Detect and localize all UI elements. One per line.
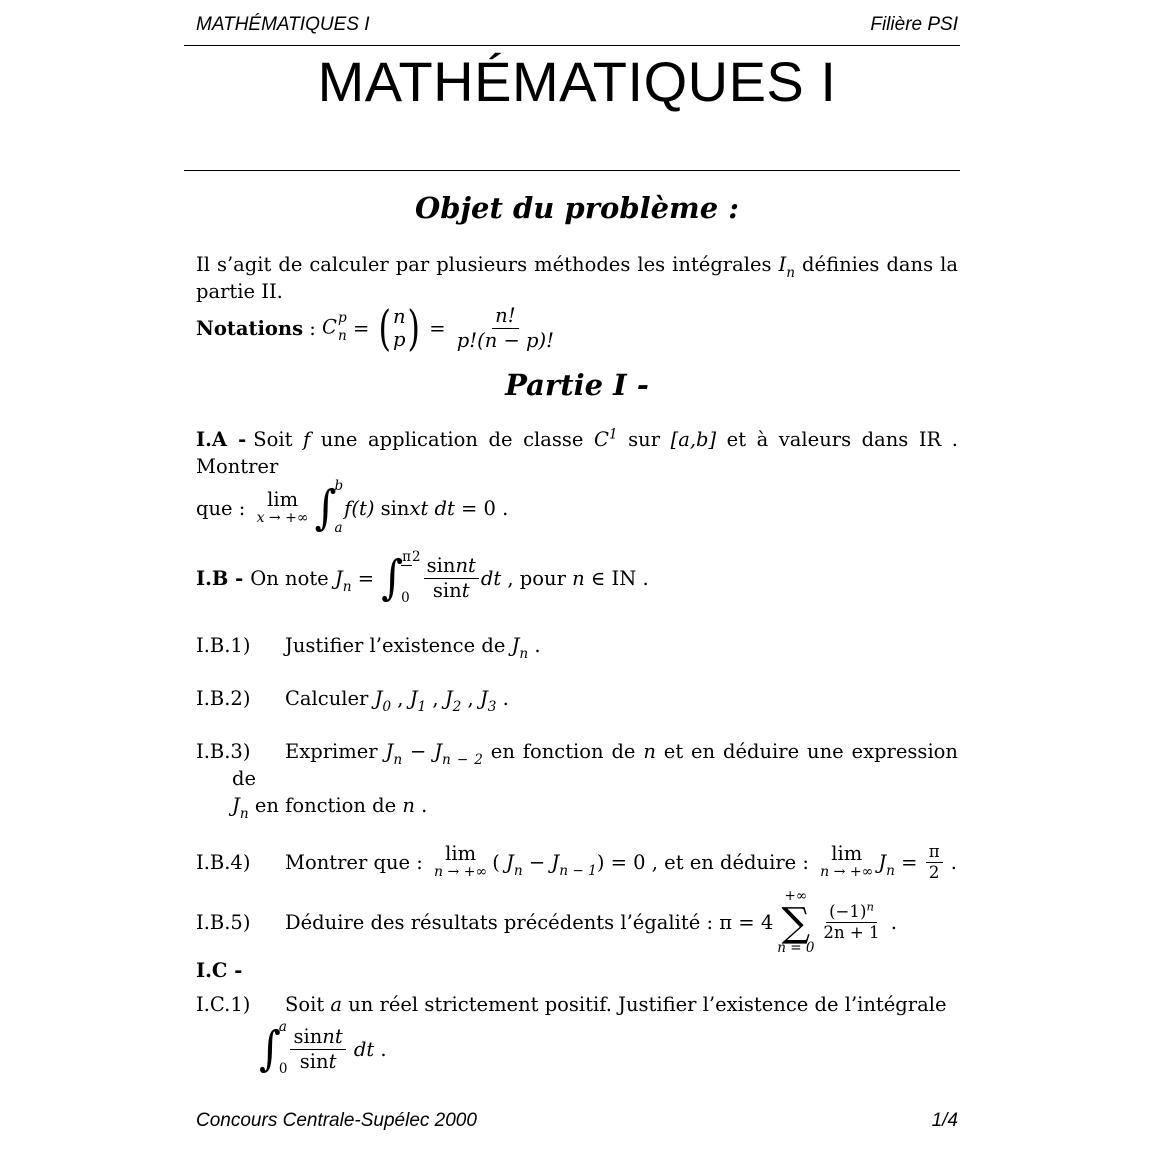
- ib1-label: I.B.1): [196, 634, 251, 657]
- ia-line-1: I.A - Soit f une application de classe $C^1$ sur [a,b] et à valeurs dans IR . Montrer: [196, 426, 958, 478]
- ic1-formula-line: ∫ a 0 $\frac{\text{sinnt}}{\sin t}$ dt .: [259, 1019, 387, 1077]
- ib3-label: I.B.3): [196, 740, 251, 763]
- ic1-line-1: I.C.1) Soit a un réel strictement positif. Justifier l’existence de l’intégrale: [196, 993, 947, 1017]
- series-term-fraction: $\frac{(-1)^n}{2n + 1}$: [823, 899, 880, 943]
- factorial-fraction: $\frac{n!}{p!(n - p)!}$: [456, 304, 554, 352]
- header-left-text: MATHÉMATIQUES I: [196, 14, 370, 35]
- ib3-line-2: $J_n$ en fonction de n .: [232, 794, 428, 823]
- ib3-line-1: I.B.3) Exprimer $J_n - J_{n - 2}$ en fonction de n et en déduire une expression de: [196, 740, 958, 790]
- objet-heading: Objet du problème :: [414, 191, 739, 225]
- notations-label: Notations: [196, 316, 304, 340]
- ib4-label: I.B.4): [196, 850, 251, 874]
- ib5-label: I.B.5): [196, 911, 251, 935]
- left-paren: (: [378, 299, 391, 357]
- intro-line-2: partie II.: [196, 280, 283, 303]
- binomial-coefficient: ( n p ): [378, 299, 421, 357]
- ib2-label: I.B.2): [196, 687, 251, 710]
- integral-0-pi2: ∫ π2 0: [381, 549, 421, 606]
- sigma-icon: ∑: [781, 899, 811, 946]
- header-rule: [184, 45, 960, 46]
- footer-left-text: Concours Centrale-Supélec 2000: [196, 1110, 477, 1131]
- integral-symbol-In: I: [778, 253, 787, 276]
- sin-fraction: $\frac{\text{sinnt}}{\sin t}$: [424, 554, 479, 602]
- integral-sign: ∫: [259, 1021, 281, 1076]
- right-paren: ): [407, 299, 421, 357]
- real-numbers-symbol: IR: [918, 428, 942, 451]
- intro-paragraph: [196, 251, 958, 305]
- ic1-label: I.C.1): [196, 993, 251, 1017]
- partie-heading: Partie I -: [505, 368, 649, 402]
- question-ib1: I.B.1) Justifier l’existence de $J_n$ .: [196, 634, 541, 663]
- pi-symbol: π: [719, 911, 733, 935]
- sin-fraction: $\frac{\text{sinnt}}{\sin t}$: [290, 1025, 345, 1073]
- ib-label: I.B -: [196, 566, 244, 590]
- footer-right-text: 1/4: [931, 1110, 958, 1131]
- pi-over-2-bound: π2: [402, 549, 421, 565]
- integral-sign: ∫: [314, 480, 337, 535]
- question-ib3: [196, 738, 958, 823]
- limit-operator: lim n → +∞: [820, 842, 874, 880]
- ic-label: I.C -: [196, 959, 243, 983]
- document-title: MATHÉMATIQUES I: [317, 50, 837, 113]
- question-ib5: I.B.5) Déduire des résultats précédents l’égalité : π = 4 +∞ ∑ n = 0 $\frac{(-1)^n}{2n + 1}$ .: [196, 888, 897, 956]
- ia-label: I.A -: [196, 428, 247, 451]
- page-header: [196, 13, 958, 37]
- question-ib: I.B - On note $J_n$ = ∫ π2 0 $\frac{\text{sinnt}}{\sin t}$ dt , pour n ∈ IN .: [196, 549, 649, 606]
- integral-sign: ∫: [381, 550, 404, 605]
- ia-formula-line: que : lim x → +∞ ∫ b a f(t) sin xt dt = 0 .: [196, 478, 509, 536]
- limit-operator: lim x → +∞: [256, 488, 309, 526]
- integral-a-b: ∫ b a: [314, 478, 344, 536]
- page-footer: [196, 1110, 958, 1132]
- natural-numbers-symbol: IN: [611, 566, 637, 590]
- question-ia: [196, 426, 958, 534]
- binomial-symbol-Cnp: C p n: [322, 310, 347, 344]
- question-ib4: I.B.4) Montrer que : lim n → +∞ ( $J_n$ − $J_{n - 1}$ ) = 0 , et en déduire : lim n → +∞ $J_n$ = $\frac{\pi}{2}$ .: [196, 841, 958, 882]
- question-ib2: I.B.2) Calculer $J_0$ , $J_1$ , $J_2$ , $J_3$ .: [196, 687, 509, 716]
- question-ic-heading: [196, 957, 958, 984]
- integral-0-a: ∫ a 0: [259, 1019, 288, 1077]
- question-ic1: [196, 991, 958, 1075]
- header-right-text: Filière PSI: [870, 14, 958, 35]
- notations-line: Notations : C p n = ( n p ) = $\frac{n!}{p!(n - p)!}$: [196, 302, 958, 354]
- title-rule: [184, 170, 960, 171]
- summation-operator: +∞ ∑ n = 0: [777, 888, 815, 956]
- intro-line-1: Il s’agit de calculer par plusieurs méthodes les intégrales $I_n$ définies dans la: [196, 253, 958, 282]
- limit-operator: lim n → +∞: [434, 842, 488, 880]
- pi-over-2-fraction: $\frac{\pi}{2}$: [926, 842, 943, 883]
